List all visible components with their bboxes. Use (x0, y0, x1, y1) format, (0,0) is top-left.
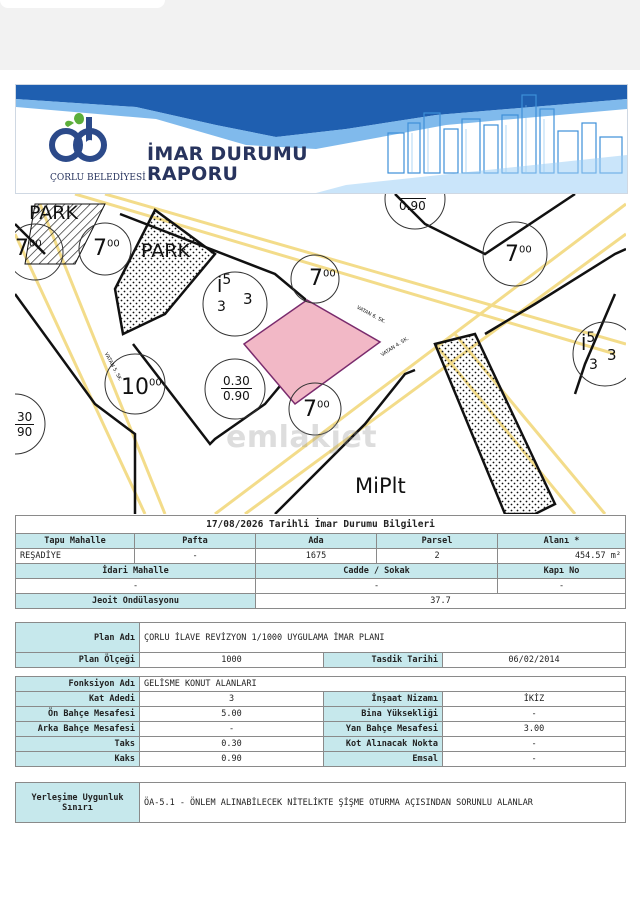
plan-olcegi-value: 1000 (140, 653, 324, 668)
corlu-logo-icon (46, 109, 110, 171)
top-fragment (0, 0, 165, 8)
ratio-left: $\frac{30}{90}$ (17, 410, 33, 439)
park-block-lower-right (435, 334, 555, 514)
jeoit-label: Jeoit Ondülasyonu (16, 594, 256, 609)
col-pafta: Pafta (135, 534, 256, 549)
jeoit-value: 37.7 (256, 594, 626, 609)
zoning-map (15, 194, 626, 514)
col-ada: Ada (256, 534, 377, 549)
col-alani: Alanı * (498, 534, 626, 549)
brand-name: ÇORLU BELEDİYESİ (50, 173, 146, 183)
on-bahce-value: 5.00 (140, 707, 324, 722)
street-label-bottom: VATAN 4. SK. (379, 335, 411, 359)
val-alani: 454.57 m² (498, 549, 626, 564)
zoning-params-table (15, 676, 626, 767)
zoning-code-mid-right: 3 (243, 290, 253, 308)
val-pafta: - (135, 549, 256, 564)
col-idari-mahalle: İdari Mahalle (16, 564, 256, 579)
park-label-top: PARK (29, 202, 78, 224)
bina-yuksekligi-label: Bina Yüksekliği (324, 707, 443, 722)
street-label-left: VATAN 5. SK. (102, 351, 124, 383)
parcel-info-table (15, 515, 626, 609)
tasdik-value: 06/02/2014 (443, 653, 626, 668)
emsal-value: - (443, 752, 626, 767)
report-title-line2: RAPORU (147, 163, 239, 185)
plan-olcegi-label: Plan Ölçeği (16, 653, 140, 668)
zoning-code-right: $İ^5$ 3 (581, 330, 598, 373)
yan-bahce-label: Yan Bahçe Mesafesi (324, 722, 443, 737)
plan-adi-value: ÇORLU İLAVE REVİZYON 1/1000 UYGULAMA İMAR PLANI (140, 623, 626, 653)
col-parsel: Parsel (377, 534, 498, 549)
col-cadde-sokak: Cadde / Sokak (256, 564, 498, 579)
kat-adedi-label: Kat Adedi (16, 692, 140, 707)
tasdik-label: Tasdik Tarihi (324, 653, 443, 668)
watermark: emlakjet (226, 420, 378, 455)
settlement-table (15, 782, 626, 823)
park-label-mid: PARK (141, 240, 190, 262)
val-tapu-mahalle: REŞADİYE (16, 549, 135, 564)
plan-adi-label: Plan Adı (16, 623, 140, 653)
zoning-code-mid: $İ^5$ 3 (217, 272, 232, 315)
val-idari-mahalle: - (16, 579, 256, 594)
yan-bahce-value: 3.00 (443, 722, 626, 737)
col-tapu-mahalle: Tapu Mahalle (16, 534, 135, 549)
taks-value: 0.30 (140, 737, 324, 752)
yerlesime-label: Yerleşime Uygunluk Sınırı (16, 783, 140, 823)
kaks-label: Kaks (16, 752, 140, 767)
val-parsel: 2 (377, 549, 498, 564)
kaks-value: 0.90 (140, 752, 324, 767)
bina-yuksekligi-value: - (443, 707, 626, 722)
zoning-code-right-side: 3 (607, 346, 617, 364)
height-label-7-a: $7^{00}$ (15, 236, 42, 261)
taks-label: Taks (16, 737, 140, 752)
height-label-10: $10^{00}$ (121, 375, 162, 400)
mipl-label: MiPlt (355, 474, 406, 498)
street-label-top: VATAN 6. SK. (355, 304, 387, 326)
ratio-mid: $\frac{0.30}{0.90}$ (223, 374, 250, 403)
yerlesime-value: ÖA-5.1 - ÖNLEM ALINABİLECEK NİTELİKTE ŞİŞME OTURMA AÇISINDAN SORUNLU ALANLAR (140, 783, 626, 823)
val-ada: 1675 (256, 549, 377, 564)
kot-value: - (443, 737, 626, 752)
kat-adedi-value: 3 (140, 692, 324, 707)
ratio-top: 0.90 (399, 194, 426, 213)
report-date-title: 17/08/2026 Tarihli İmar Durumu Bilgileri (16, 516, 626, 534)
height-label-7-b: $7^{00}$ (93, 236, 120, 261)
report-header (15, 84, 628, 194)
val-cadde-sokak: - (256, 579, 498, 594)
kot-label: Kot Alınacak Nokta (324, 737, 443, 752)
height-label-7-d: $7^{00}$ (505, 242, 532, 267)
val-kapi-no: - (498, 579, 626, 594)
height-label-7-c: $7^{00}$ (309, 266, 336, 291)
fonksiyon-value: GELİSME KONUT ALANLARI (140, 677, 626, 692)
arka-bahce-label: Arka Bahçe Mesafesi (16, 722, 140, 737)
insaat-nizami-value: İKİZ (443, 692, 626, 707)
fonksiyon-label: Fonksiyon Adı (16, 677, 140, 692)
height-label-7-e: $7^{00}$ (303, 397, 330, 422)
emsal-label: Emsal (324, 752, 443, 767)
on-bahce-label: Ön Bahçe Mesafesi (16, 707, 140, 722)
park-block-mid (115, 210, 215, 334)
arka-bahce-value: - (140, 722, 324, 737)
plan-info-table (15, 622, 626, 668)
col-kapi-no: Kapı No (498, 564, 626, 579)
insaat-nizami-label: İnşaat Nizamı (324, 692, 443, 707)
report-title-line1: İMAR DURUMU (147, 143, 308, 165)
